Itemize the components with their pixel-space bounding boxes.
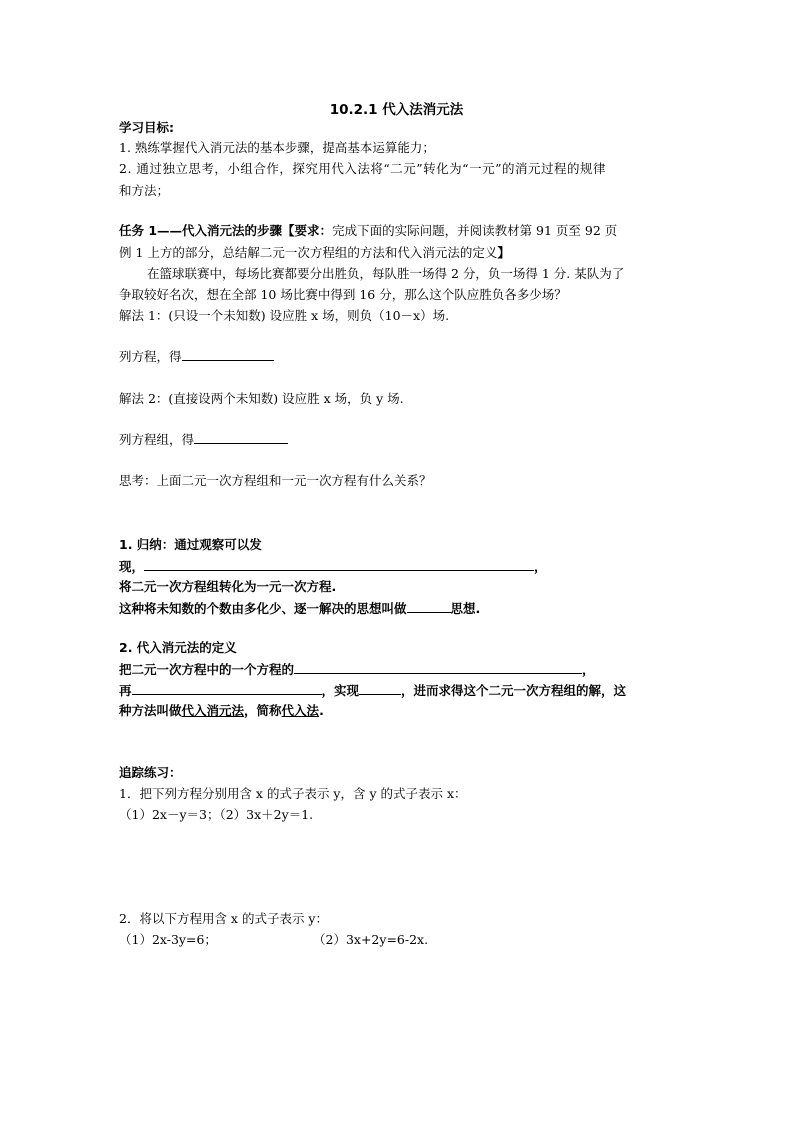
answer-blank[interactable] (359, 682, 401, 695)
answer-blank[interactable] (132, 682, 322, 695)
solution-1: 解法 1：(只设一个未知数) 设应胜 x 场，则负（10－x）场. (119, 308, 450, 323)
objective-2b: 和方法； (119, 183, 170, 198)
definition-line-1-start: 把二元一次方程中的一个方程的 (119, 662, 295, 677)
summary-line-3: 将二元一次方程组转化为一元一次方程. (119, 579, 337, 594)
task1-req-b-text: 例 1 上方的部分，总结解二元一次方程组的方法和代入消元法的定义 (119, 245, 498, 260)
term-substitution-elimination: 代入消元法 (181, 703, 245, 718)
summary-line-2 (119, 558, 547, 575)
definition-line-3 (119, 703, 324, 719)
practice-q2: 2．将以下方程用含 x 的式子表示 y： (119, 911, 328, 926)
think-question: 思考：上面二元一次方程组和一元一次方程有什么关系？ (119, 473, 432, 488)
practice-heading: 追踪练习： (119, 765, 182, 780)
summary-line-2-start: 现， (119, 559, 145, 574)
answer-blank[interactable] (182, 348, 274, 361)
definition-line-2-mid: ，实现 (321, 683, 360, 698)
definition-line-3-end: . (319, 703, 324, 718)
summary-line-4-start: 这种将未知数的个数由多化少、逐一解决的思想叫做 (119, 601, 407, 616)
practice-q1: 1．把下列方程分别用含 x 的式子表示 y，含 y 的式子表示 x： (119, 786, 467, 801)
definition-heading: 2. 代入消元法的定义 (119, 640, 237, 655)
objective-2a: 2. 通过独立思考，小组合作，探究用代入法将“二元”转化为“一元”的消元过程的规律 (119, 161, 606, 176)
definition-line-2-end: ，进而求得这个二元一次方程组的解，这 (401, 683, 627, 698)
summary-line-4-end: 思想. (450, 601, 481, 616)
problem-line-1: 在篮球联赛中，每场比赛都要分出胜负，每队胜一场得 2 分，负一场得 1 分. 某队为了 (147, 266, 625, 281)
practice-q2-part1: （1）2x-3y=6； (119, 932, 217, 947)
definition-line-1-end: ， (582, 662, 595, 677)
solution-2: 解法 2：(直接设两个未知数) 设应胜 x 场，负 y 场. (119, 391, 404, 406)
term-substitution: 代入法 (281, 703, 320, 718)
equation-line-2 (119, 431, 288, 448)
definition-line-2-start: 再 (119, 683, 132, 698)
practice-q1-parts: （1）2x－y＝3；（2）3x＋2y＝1. (119, 807, 314, 822)
task1-req-a: 完成下面的实际问题，并阅读教材第 91 页至 92 页 (332, 223, 618, 238)
summary-line-4 (119, 600, 480, 617)
equation-line-1 (119, 348, 274, 365)
answer-blank[interactable] (144, 558, 534, 571)
problem-line-2: 争取较好名次，想在全部 10 场比赛中得到 16 分，那么这个队应胜负各多少场？ (119, 287, 567, 302)
task1-heading (119, 223, 617, 239)
objectives-heading: 学习目标: (119, 120, 174, 135)
answer-blank[interactable] (407, 600, 451, 613)
definition-line-1 (119, 661, 595, 678)
definition-line-3-mid: ，简称 (244, 703, 282, 718)
task1-req-b (119, 245, 510, 261)
page-title: 10.2.1 代入法消元法 (329, 102, 464, 118)
equation-label-1: 列方程，得 (119, 349, 182, 364)
task1-req-b-end: 】 (497, 245, 510, 260)
practice-q2-part2: （2）3x+2y=6-2x. (313, 932, 429, 947)
definition-line-3-start: 种方法叫做 (119, 703, 182, 718)
definition-line-2 (119, 682, 626, 699)
answer-blank[interactable] (294, 661, 582, 674)
objective-1: 1. 熟练掌握代入消元法的基本步骤，提高基本运算能力； (119, 140, 435, 155)
answer-blank[interactable] (194, 431, 288, 444)
task1-label: 任务 1——代入消元法的步骤【要求： (119, 223, 333, 238)
equation-label-2: 列方程组，得 (119, 432, 195, 447)
summary-heading: 1. 归纳：通过观察可以发 (119, 537, 262, 552)
summary-line-2-end: ， (534, 559, 547, 574)
